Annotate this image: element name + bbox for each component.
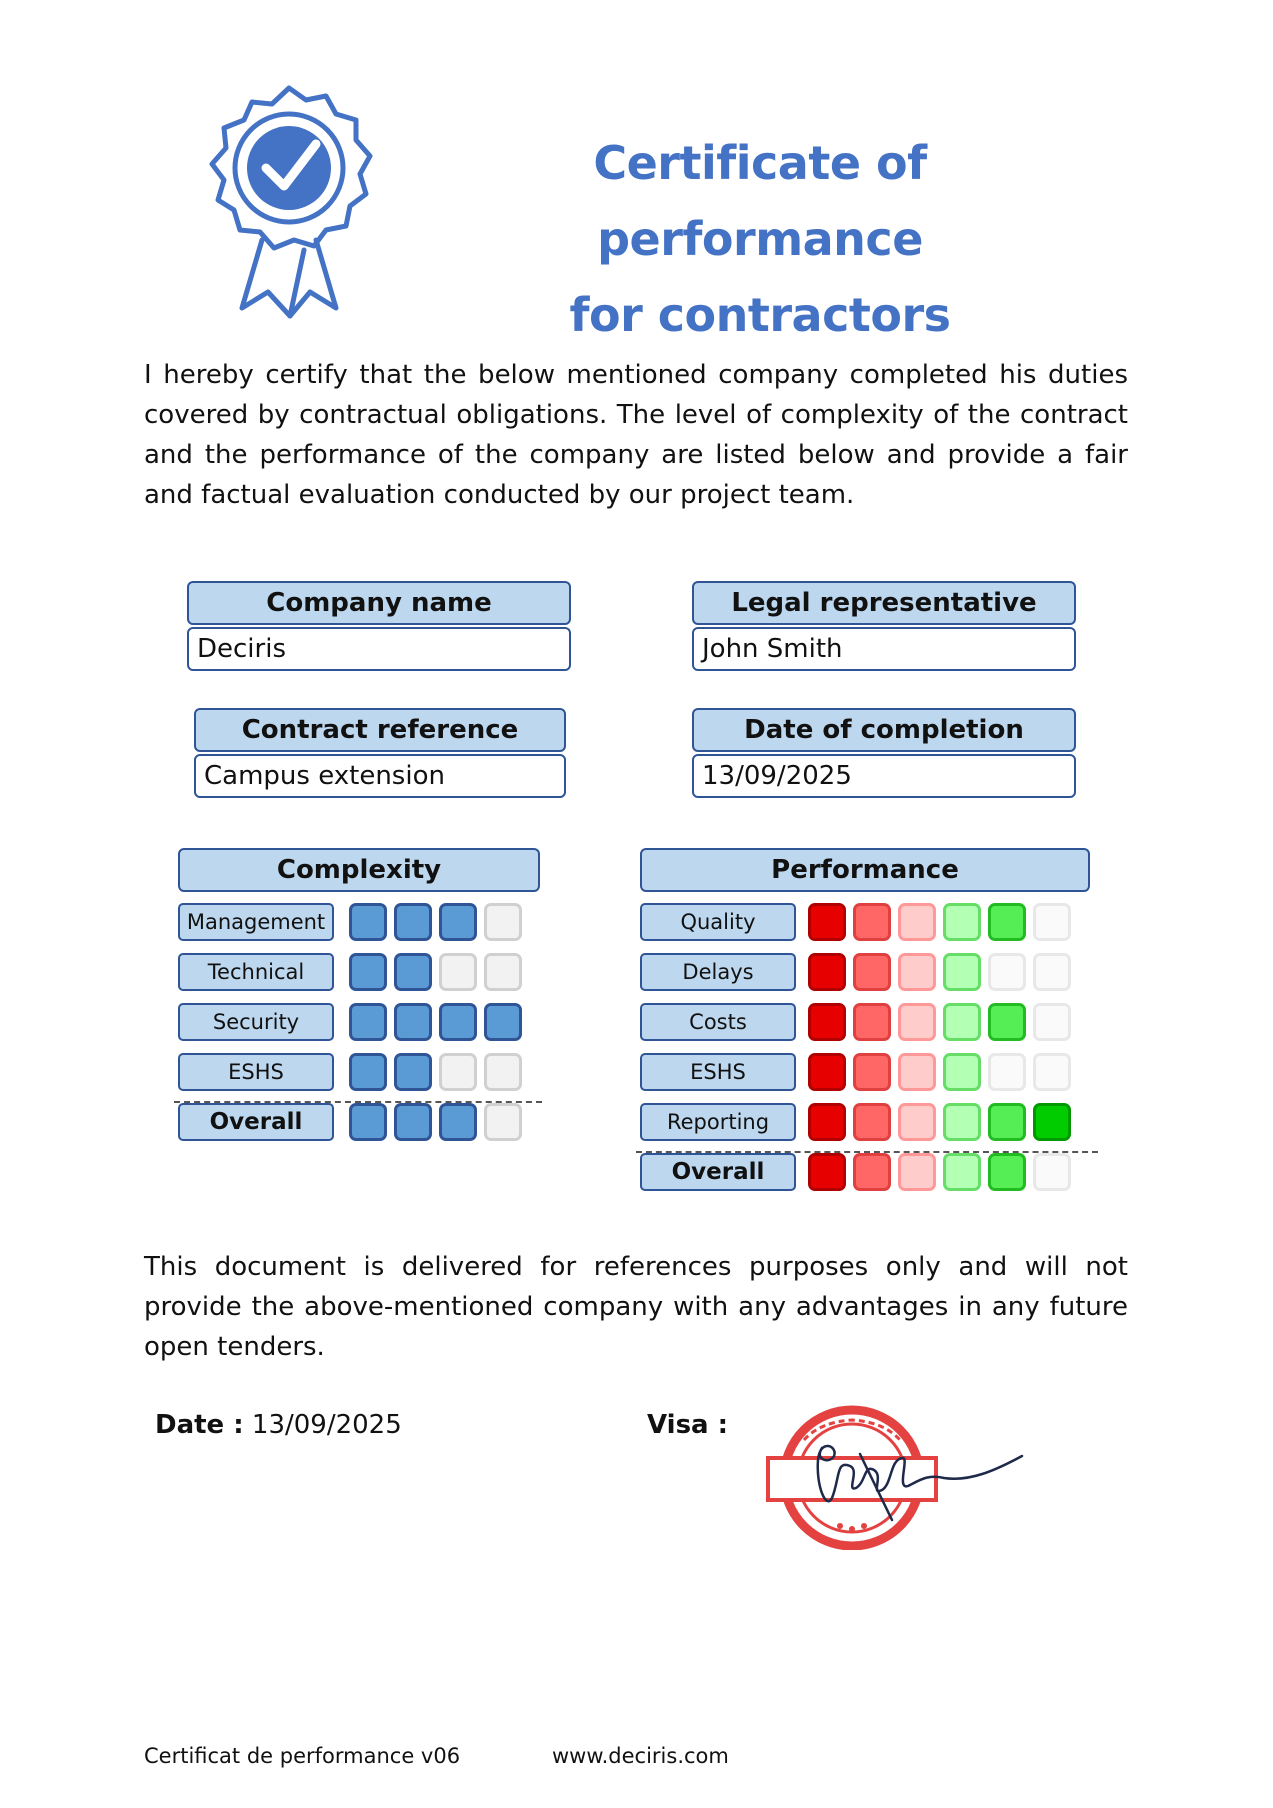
stamp-signature-image bbox=[760, 1400, 1032, 1550]
contract-reference-value: Campus extension bbox=[194, 754, 566, 798]
performance-rating-square-filled bbox=[943, 953, 981, 991]
contract-reference-label: Contract reference bbox=[194, 708, 566, 752]
complexity-rating-square-filled bbox=[394, 1103, 432, 1141]
performance-rating-square-empty bbox=[988, 953, 1026, 991]
performance-rating-square-filled bbox=[808, 953, 846, 991]
complexity-rating-square-filled bbox=[439, 903, 477, 941]
performance-row-label: Costs bbox=[640, 1003, 796, 1041]
performance-rating-square-empty bbox=[988, 1053, 1026, 1091]
performance-rating-square-filled bbox=[853, 1103, 891, 1141]
performance-rating-square-empty bbox=[1033, 953, 1071, 991]
performance-rating-square-filled bbox=[808, 1103, 846, 1141]
complexity-header: Complexity bbox=[178, 848, 540, 892]
signature-date bbox=[155, 1410, 402, 1440]
performance-rating-square-filled bbox=[988, 1153, 1026, 1191]
legal-representative-label: Legal representative bbox=[692, 581, 1076, 625]
performance-rating-square-empty bbox=[1033, 1053, 1071, 1091]
complexity-rating-square-filled bbox=[394, 903, 432, 941]
complexity-rating-square-filled bbox=[439, 1103, 477, 1141]
complexity-row-label: Management bbox=[178, 903, 334, 941]
performance-rating-square-filled bbox=[898, 1103, 936, 1141]
completion-date-label: Date of completion bbox=[692, 708, 1076, 752]
performance-header: Performance bbox=[640, 848, 1090, 892]
performance-rating-square-filled bbox=[988, 903, 1026, 941]
performance-rating-square-empty bbox=[1033, 903, 1071, 941]
performance-rating-square-filled bbox=[853, 1003, 891, 1041]
complexity-rating-square-filled bbox=[349, 1053, 387, 1091]
performance-rating-square-filled bbox=[853, 903, 891, 941]
performance-rating-square-filled bbox=[853, 1053, 891, 1091]
legal-representative-field bbox=[692, 581, 1076, 671]
complexity-rating-square-empty bbox=[439, 953, 477, 991]
performance-row-label: Delays bbox=[640, 953, 796, 991]
complexity-rating-square-empty bbox=[484, 1103, 522, 1141]
company-name-label: Company name bbox=[187, 581, 571, 625]
title-line-1: Certificate of performance bbox=[593, 136, 927, 266]
performance-rating-square-empty bbox=[1033, 1153, 1071, 1191]
performance-rating-square-filled bbox=[808, 1053, 846, 1091]
performance-rating-square-filled bbox=[988, 1103, 1026, 1141]
performance-overall-label: Overall bbox=[640, 1153, 796, 1191]
performance-rating-square-empty bbox=[1033, 1003, 1071, 1041]
intro-paragraph: I hereby certify that the below mentioned company completed his duties covered by contractual obligations. The level of complexity of the contract and the performance of the company are listed below and provide a fair and factual evaluation conducted by our project team. bbox=[144, 360, 1128, 510]
completion-date-field bbox=[692, 708, 1076, 798]
complexity-rating-square-filled bbox=[349, 1003, 387, 1041]
title-line-2: for contractors bbox=[569, 288, 951, 342]
signature-date-label: Date : bbox=[155, 1410, 244, 1440]
performance-rating-square-filled bbox=[943, 903, 981, 941]
complexity-row-label: Technical bbox=[178, 953, 334, 991]
contract-reference-field bbox=[194, 708, 566, 798]
performance-rating-square-filled bbox=[1033, 1103, 1071, 1141]
performance-rating-square-filled bbox=[943, 1003, 981, 1041]
performance-row-label: ESHS bbox=[640, 1053, 796, 1091]
complexity-rating-square-filled bbox=[349, 1103, 387, 1141]
performance-rating-square-filled bbox=[808, 1003, 846, 1041]
performance-rating-square-filled bbox=[898, 1153, 936, 1191]
visa-label: Visa : bbox=[647, 1410, 729, 1440]
performance-row-label: Reporting bbox=[640, 1103, 796, 1141]
certificate-title bbox=[430, 125, 1090, 353]
performance-rating-square-filled bbox=[853, 1153, 891, 1191]
performance-row-label: Quality bbox=[640, 903, 796, 941]
complexity-rating-square-filled bbox=[439, 1003, 477, 1041]
footer-version: Certificat de performance v06 bbox=[144, 1744, 461, 1768]
complexity-overall-label: Overall bbox=[178, 1103, 334, 1141]
performance-rating-square-filled bbox=[898, 953, 936, 991]
performance-rating-square-filled bbox=[943, 1153, 981, 1191]
complexity-rating-square-filled bbox=[394, 953, 432, 991]
complexity-rating-square-empty bbox=[484, 903, 522, 941]
performance-rating-square-filled bbox=[853, 953, 891, 991]
complexity-row-label: Security bbox=[178, 1003, 334, 1041]
performance-rating-square-filled bbox=[898, 903, 936, 941]
performance-rating-square-filled bbox=[943, 1103, 981, 1141]
complexity-rating-square-filled bbox=[484, 1003, 522, 1041]
company-name-value: Deciris bbox=[187, 627, 571, 671]
performance-rating-square-filled bbox=[943, 1053, 981, 1091]
performance-rating-square-filled bbox=[808, 903, 846, 941]
complexity-rating-square-filled bbox=[394, 1003, 432, 1041]
complexity-row-label: ESHS bbox=[178, 1053, 334, 1091]
complexity-rating-square-empty bbox=[439, 1053, 477, 1091]
complexity-rating-square-empty bbox=[484, 953, 522, 991]
complexity-rating-square-filled bbox=[349, 953, 387, 991]
certificate-badge-icon bbox=[198, 80, 380, 320]
performance-rating-square-filled bbox=[898, 1003, 936, 1041]
company-name-field bbox=[187, 581, 571, 671]
signature-visa bbox=[647, 1410, 728, 1440]
complexity-rating-square-filled bbox=[349, 903, 387, 941]
completion-date-value: 13/09/2025 bbox=[692, 754, 1076, 798]
signature-date-value: 13/09/2025 bbox=[251, 1410, 402, 1440]
performance-rating-square-filled bbox=[808, 1153, 846, 1191]
performance-rating-square-filled bbox=[988, 1003, 1026, 1041]
footer-website: www.deciris.com bbox=[552, 1744, 729, 1768]
performance-rating-square-filled bbox=[898, 1053, 936, 1091]
disclaimer-paragraph: This document is delivered for references purposes only and will not provide the above-mentioned company with any advantages in any future open tenders. bbox=[144, 1252, 1128, 1362]
complexity-rating-square-filled bbox=[394, 1053, 432, 1091]
complexity-rating-square-empty bbox=[484, 1053, 522, 1091]
legal-representative-value: John Smith bbox=[692, 627, 1076, 671]
